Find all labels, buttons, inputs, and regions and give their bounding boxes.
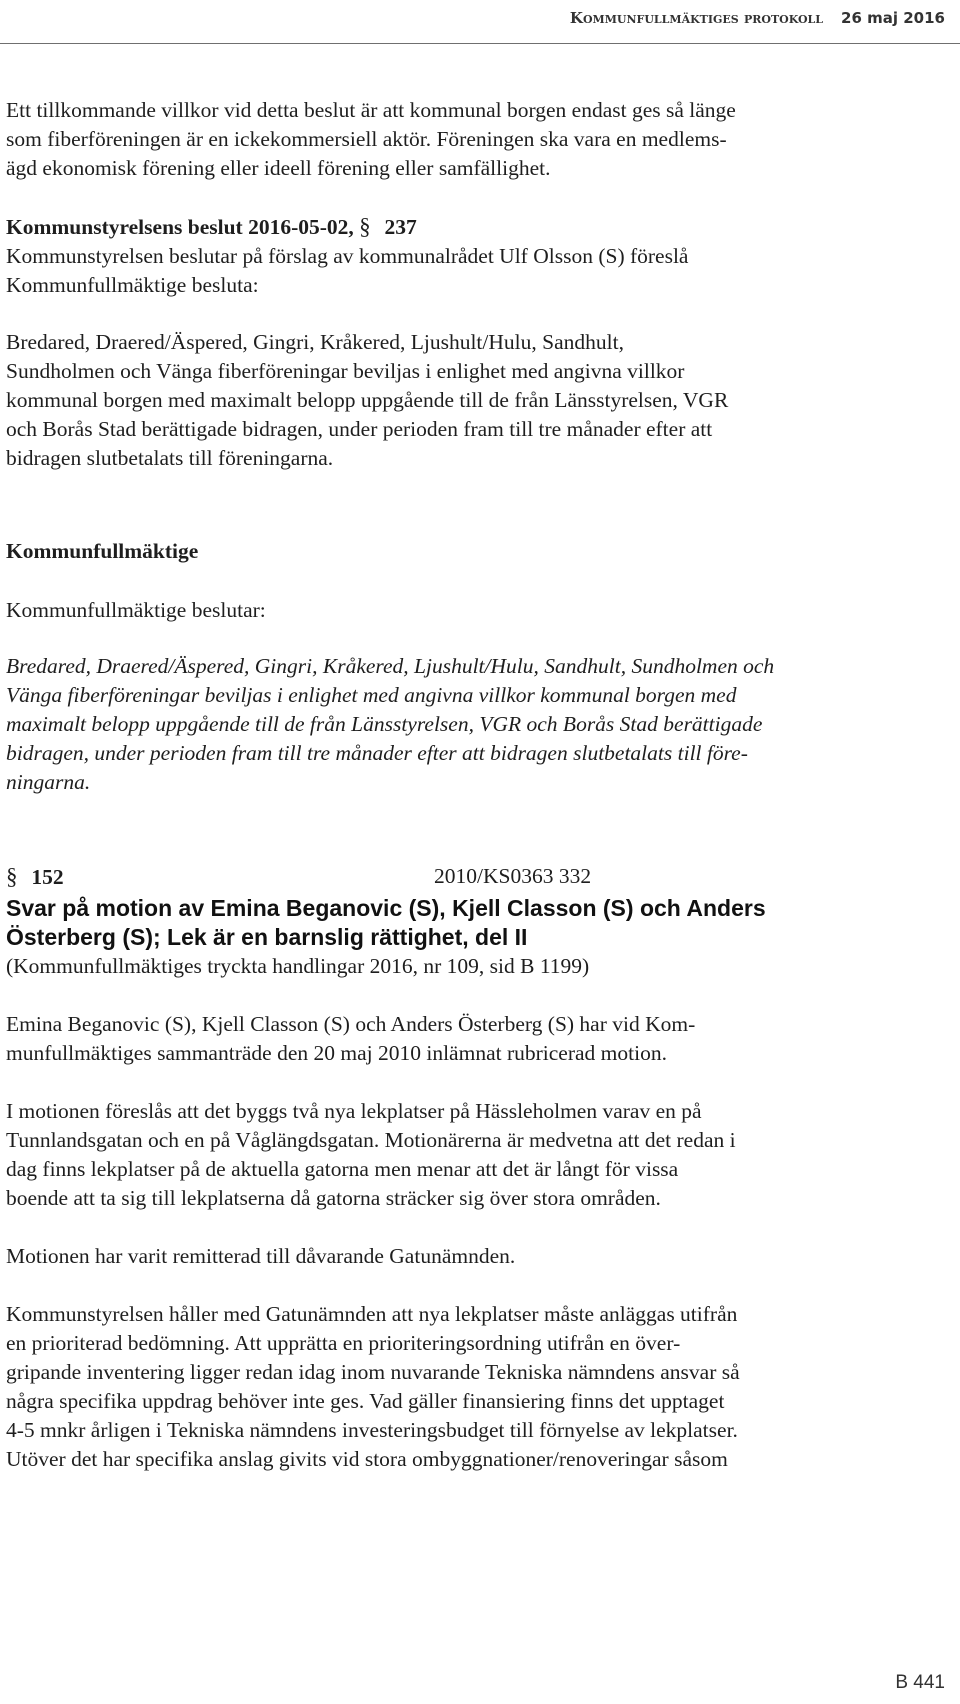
ks-decision: [6, 212, 950, 300]
text-line: Motionen har varit remitterad till dåvarande Gatunämnden.: [6, 1244, 516, 1268]
text-line: ägd ekonomisk förening eller ideell förening eller samfällighet.: [6, 156, 551, 180]
text-line: Tunnlandsgatan och en på Våglängdsgatan. Motionärerna är medvetna att det redan i: [6, 1128, 736, 1152]
text-line: Kommunfullmäktige besluta:: [6, 273, 259, 297]
header-text: [570, 9, 945, 27]
page-header: [0, 0, 960, 44]
section-title: [6, 894, 950, 952]
text-line: och Borås Stad berättigade bidragen, under perioden fram till tre månader efter att: [6, 417, 713, 441]
text-line: I motionen föreslås att det byggs två nya lekplatser på Hässleholmen varav en på: [6, 1099, 702, 1123]
section-paragraph-4: [6, 1300, 950, 1474]
text-line: Emina Beganovic (S), Kjell Classon (S) och Anders Österberg (S) har vid Kom-: [6, 1012, 696, 1036]
text-line: ningarna.: [6, 770, 91, 794]
text-line: några specifika uppdrag behöver inte ges. Vad gäller finansiering finns det upptaget: [6, 1389, 725, 1413]
text-line: bidragen, under perioden fram till tre månader efter att bidragen slutbetalats till före-: [6, 741, 748, 765]
section-paragraph-3: [6, 1242, 950, 1271]
text-line: munfullmäktiges sammanträde den 20 maj 2010 inlämnat rubricerad motion.: [6, 1041, 667, 1065]
ks-proposal: [6, 328, 950, 473]
section-number-line: [6, 864, 950, 894]
paragraph-icon: §: [359, 214, 371, 239]
text-line: Bredared, Draered/Äspered, Gingri, Kråkered, Ljushult/Hulu, Sandhult, Sundholmen och: [6, 654, 775, 678]
kf-intro: Kommunfullmäktige beslutar:: [6, 598, 266, 622]
title-line: Österberg (S); Lek är en barnslig rättighet, del II: [6, 924, 528, 950]
text-line: Bredared, Draered/Äspered, Gingri, Kråkered, Ljushult/Hulu, Sandhult,: [6, 330, 624, 354]
kf-decision: [6, 652, 950, 797]
title-line: Svar på motion av Emina Beganovic (S), Kjell Classon (S) och Anders: [6, 895, 766, 921]
text-line: Utöver det har specifika anslag givits vid stora ombyggnationer/renoveringar såsom: [6, 1447, 728, 1471]
text-line: Vänga fiberföreningar beviljas i enlighet med angivna villkor kommunal borgen med: [6, 683, 737, 707]
ks-decision-heading: Kommunstyrelsens beslut 2016-05-02, § 237: [6, 214, 417, 239]
section-paragraph-2: [6, 1097, 950, 1213]
printed-reference: (Kommunfullmäktiges tryckta handlingar 2016, nr 109, sid B 1199): [6, 954, 590, 978]
text-line: Kommunstyrelsen beslutar på förslag av kommunalrådet Ulf Olsson (S) föreslå: [6, 244, 689, 268]
text-line: som fiberföreningen är en ickekommersiell aktör. Föreningen ska vara en medlems-: [6, 127, 727, 151]
header-title: Kommunfullmäktiges protokoll: [569, 9, 824, 27]
text-line: Kommunstyrelsen håller med Gatunämnden att nya lekplatser måste anläggas utifrån: [6, 1302, 738, 1326]
text-line: 4-5 mnkr årligen i Tekniska nämndens investeringsbudget till förnyelse av lekplatser.: [6, 1418, 738, 1442]
text-line: boende att ta sig till lekplatserna då gatorna sträcker sig över stora områden.: [6, 1186, 661, 1210]
text-line: kommunal borgen med maximalt belopp uppgående till de från Länsstyrelsen, VGR: [6, 388, 729, 412]
section-reference: 2010/KS0363 332: [434, 864, 592, 888]
text-line: bidragen slutbetalats till föreningarna.: [6, 446, 334, 470]
header-date: 26 maj 2016: [841, 9, 945, 27]
text-line: gripande inventering ligger redan idag inom nuvarande Tekniska nämndens ansvar så: [6, 1360, 740, 1384]
paragraph-icon: §: [6, 864, 18, 889]
text-line: en prioriterad bedömning. Att upprätta en prioriteringsordning utifrån en över-: [6, 1331, 681, 1355]
kf-heading: Kommunfullmäktige: [6, 539, 199, 563]
text-line: dag finns lekplatser på de aktuella gatorna men menar att det är långt för vissa: [6, 1157, 679, 1181]
text-line: Sundholmen och Vänga fiberföreningar beviljas i enlighet med angivna villkor: [6, 359, 685, 383]
section-number: § 152: [6, 864, 64, 889]
page-number: B 441: [895, 1672, 945, 1693]
section-paragraph-1: [6, 1010, 950, 1068]
text-line: Ett tillkommande villkor vid detta beslut är att kommunal borgen endast ges så länge: [6, 98, 736, 122]
intro-paragraph: [6, 96, 950, 183]
text-line: maximalt belopp uppgående till de från Länsstyrelsen, VGR och Borås Stad berättigade: [6, 712, 763, 736]
